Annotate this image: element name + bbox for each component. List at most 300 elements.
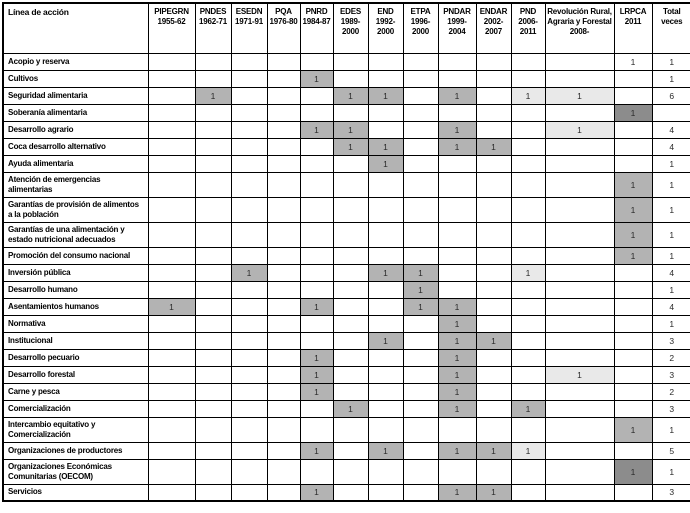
cell-endar <box>476 222 511 247</box>
column-name: PQA <box>275 7 292 16</box>
cell-pndes <box>195 121 231 138</box>
row-label: Ayuda alimentaria <box>3 155 148 172</box>
cell-rev <box>545 400 614 417</box>
cell-etpa: 1 <box>403 281 438 298</box>
cell-edes <box>333 349 368 366</box>
cell-edes <box>333 104 368 121</box>
cell-pndes <box>195 383 231 400</box>
row-label: Asentamientos humanos <box>3 298 148 315</box>
cell-pqa <box>267 298 300 315</box>
cell-edes <box>333 70 368 87</box>
row-label: Acopio y reserva <box>3 53 148 70</box>
cell-end <box>368 349 403 366</box>
table-row <box>3 87 690 104</box>
row-label: Carne y pesca <box>3 383 148 400</box>
cell-pndar: 1 <box>438 315 476 332</box>
cell-lrpca <box>614 315 652 332</box>
cell-pqa <box>267 400 300 417</box>
cell-edes <box>333 332 368 349</box>
cell-pndar <box>438 104 476 121</box>
cell-lrpca <box>614 366 652 383</box>
cell-lrpca <box>614 264 652 281</box>
cell-endar <box>476 53 511 70</box>
cell-endar <box>476 197 511 222</box>
cell-pnrd <box>300 53 333 70</box>
cell-pnd: 1 <box>511 87 545 104</box>
cell-pqa <box>267 197 300 222</box>
row-label: Garantías de provisión de alimentos a la población <box>3 197 148 222</box>
cell-pndar: 1 <box>438 332 476 349</box>
cell-pndes <box>195 400 231 417</box>
cell-endar: 1 <box>476 138 511 155</box>
cell-lrpca: 1 <box>614 197 652 222</box>
total-cell: 1 <box>652 247 690 264</box>
row-label: Organizaciones de productores <box>3 442 148 459</box>
row-label: Institucional <box>3 332 148 349</box>
table-body <box>3 53 690 501</box>
cell-esedn <box>231 298 267 315</box>
total-cell: 1 <box>652 315 690 332</box>
cell-rev <box>545 417 614 442</box>
cell-edes <box>333 281 368 298</box>
cell-end <box>368 484 403 501</box>
cell-pndes <box>195 298 231 315</box>
cell-pndar <box>438 53 476 70</box>
column-name: ETPA <box>410 7 431 16</box>
cell-etpa <box>403 315 438 332</box>
cell-pndar: 1 <box>438 484 476 501</box>
cell-end <box>368 400 403 417</box>
table-row <box>3 197 690 222</box>
cell-pqa <box>267 104 300 121</box>
column-years: 2008- <box>569 27 590 36</box>
cell-end: 1 <box>368 138 403 155</box>
cell-pnrd <box>300 197 333 222</box>
cell-pnd <box>511 172 545 197</box>
cell-rev <box>545 298 614 315</box>
cell-pipegrn <box>148 383 195 400</box>
cell-pnd <box>511 459 545 484</box>
cell-edes <box>333 315 368 332</box>
cell-pqa <box>267 53 300 70</box>
cell-etpa <box>403 349 438 366</box>
cell-endar: 1 <box>476 332 511 349</box>
cell-esedn <box>231 400 267 417</box>
cell-pqa <box>267 222 300 247</box>
column-header-edes <box>333 3 368 53</box>
total-cell: 2 <box>652 349 690 366</box>
table-row <box>3 417 690 442</box>
cell-rev <box>545 138 614 155</box>
cell-end <box>368 417 403 442</box>
column-name: ENDAR <box>479 7 508 16</box>
cell-endar <box>476 298 511 315</box>
column-years: 1955-62 <box>157 17 186 26</box>
cell-pnd <box>511 417 545 442</box>
cell-pqa <box>267 417 300 442</box>
column-header-etpa <box>403 3 438 53</box>
cell-pnd: 1 <box>511 264 545 281</box>
column-header-lrpca <box>614 3 652 53</box>
cell-pipegrn: 1 <box>148 298 195 315</box>
cell-edes <box>333 417 368 442</box>
cell-endar <box>476 417 511 442</box>
row-label: Servicios <box>3 484 148 501</box>
total-cell: 2 <box>652 383 690 400</box>
cell-etpa <box>403 442 438 459</box>
cell-pnd <box>511 138 545 155</box>
cell-endar <box>476 315 511 332</box>
cell-pipegrn <box>148 366 195 383</box>
column-header-endar <box>476 3 511 53</box>
cell-esedn <box>231 281 267 298</box>
cell-rev <box>545 53 614 70</box>
column-name: EDES <box>340 7 361 16</box>
cell-pipegrn <box>148 459 195 484</box>
cell-pnd: 1 <box>511 400 545 417</box>
cell-pndar <box>438 247 476 264</box>
cell-rev <box>545 264 614 281</box>
row-label: Desarrollo agrario <box>3 121 148 138</box>
row-label: Inversión pública <box>3 264 148 281</box>
cell-endar <box>476 281 511 298</box>
total-cell: 4 <box>652 264 690 281</box>
cell-esedn <box>231 155 267 172</box>
cell-pqa <box>267 172 300 197</box>
cell-pnrd <box>300 172 333 197</box>
cell-end: 1 <box>368 87 403 104</box>
cell-pqa <box>267 332 300 349</box>
cell-pndes <box>195 332 231 349</box>
cell-pipegrn <box>148 417 195 442</box>
cell-esedn <box>231 315 267 332</box>
cell-esedn: 1 <box>231 264 267 281</box>
cell-lrpca <box>614 281 652 298</box>
cell-endar <box>476 383 511 400</box>
cell-esedn <box>231 197 267 222</box>
cell-pnd <box>511 197 545 222</box>
cell-lrpca <box>614 383 652 400</box>
cell-edes <box>333 484 368 501</box>
cell-pndar <box>438 459 476 484</box>
cell-pndar: 1 <box>438 400 476 417</box>
total-cell: 1 <box>652 417 690 442</box>
row-label: Desarrollo pecuario <box>3 349 148 366</box>
cell-lrpca <box>614 138 652 155</box>
cell-lrpca <box>614 155 652 172</box>
cell-end <box>368 172 403 197</box>
total-cell <box>652 104 690 121</box>
cell-lrpca <box>614 70 652 87</box>
cell-lrpca <box>614 484 652 501</box>
cell-rev <box>545 442 614 459</box>
cell-endar <box>476 459 511 484</box>
cell-pqa <box>267 155 300 172</box>
cell-pnrd: 1 <box>300 383 333 400</box>
cell-pndar <box>438 281 476 298</box>
cell-end <box>368 53 403 70</box>
cell-pndar: 1 <box>438 349 476 366</box>
cell-pndes <box>195 70 231 87</box>
cell-pqa <box>267 349 300 366</box>
cell-pqa <box>267 247 300 264</box>
cell-etpa <box>403 197 438 222</box>
cell-pndes <box>195 349 231 366</box>
cell-end <box>368 383 403 400</box>
cell-pipegrn <box>148 121 195 138</box>
column-name: Revolución Rural, Agraria y Forestal <box>547 7 612 26</box>
cell-pqa <box>267 264 300 281</box>
table-row <box>3 315 690 332</box>
cell-pqa <box>267 442 300 459</box>
cell-pndar: 1 <box>438 87 476 104</box>
cell-edes: 1 <box>333 400 368 417</box>
cell-pqa <box>267 281 300 298</box>
cell-pnd <box>511 332 545 349</box>
row-label: Cultivos <box>3 70 148 87</box>
table-row <box>3 264 690 281</box>
cell-end <box>368 222 403 247</box>
cell-pipegrn <box>148 484 195 501</box>
cell-etpa <box>403 366 438 383</box>
row-label: Atención de emergencias alimentarias <box>3 172 148 197</box>
table-row <box>3 155 690 172</box>
column-header-pqa <box>267 3 300 53</box>
cell-esedn <box>231 104 267 121</box>
cell-pnrd: 1 <box>300 349 333 366</box>
table-row <box>3 281 690 298</box>
total-cell: 1 <box>652 197 690 222</box>
table-row <box>3 53 690 70</box>
cell-end: 1 <box>368 155 403 172</box>
total-cell: 1 <box>652 222 690 247</box>
cell-pnd <box>511 281 545 298</box>
column-years: 1999-2004 <box>447 17 467 36</box>
total-cell: 3 <box>652 400 690 417</box>
cell-etpa <box>403 417 438 442</box>
cell-pnrd <box>300 459 333 484</box>
cell-endar <box>476 155 511 172</box>
cell-rev <box>545 222 614 247</box>
column-years: 1962-71 <box>199 17 227 26</box>
cell-pqa <box>267 459 300 484</box>
cell-etpa <box>403 172 438 197</box>
column-name: ESEDN <box>235 7 263 16</box>
table-row <box>3 121 690 138</box>
cell-pnrd: 1 <box>300 442 333 459</box>
cell-etpa <box>403 121 438 138</box>
cell-pnd <box>511 222 545 247</box>
cell-lrpca: 1 <box>614 459 652 484</box>
cell-etpa <box>403 155 438 172</box>
column-years: 1971-91 <box>235 17 263 26</box>
cell-pqa <box>267 138 300 155</box>
corner-header-linea-de-accion: Línea de acción <box>3 3 148 53</box>
cell-edes <box>333 222 368 247</box>
cell-pqa <box>267 70 300 87</box>
table-row <box>3 222 690 247</box>
cell-pnrd <box>300 417 333 442</box>
cell-pnrd <box>300 400 333 417</box>
cell-endar <box>476 366 511 383</box>
cell-rev <box>545 247 614 264</box>
table-row <box>3 298 690 315</box>
column-header-pndes <box>195 3 231 53</box>
cell-pipegrn <box>148 264 195 281</box>
cell-pndar: 1 <box>438 383 476 400</box>
column-years: 1996-2000 <box>410 17 431 36</box>
cell-pndes <box>195 484 231 501</box>
table-row <box>3 138 690 155</box>
row-label: Desarrollo forestal <box>3 366 148 383</box>
cell-pnrd <box>300 315 333 332</box>
column-header-total <box>652 3 690 53</box>
cell-rev <box>545 155 614 172</box>
cell-end <box>368 104 403 121</box>
cell-esedn <box>231 172 267 197</box>
cell-pndes <box>195 442 231 459</box>
cell-esedn <box>231 366 267 383</box>
cell-pnd: 1 <box>511 442 545 459</box>
cell-pqa <box>267 484 300 501</box>
cell-lrpca <box>614 332 652 349</box>
cell-edes <box>333 383 368 400</box>
column-header-end <box>368 3 403 53</box>
cell-rev: 1 <box>545 366 614 383</box>
cell-endar <box>476 87 511 104</box>
cell-pipegrn <box>148 222 195 247</box>
table-row <box>3 332 690 349</box>
cell-end <box>368 121 403 138</box>
cell-lrpca: 1 <box>614 417 652 442</box>
column-years: 2011 <box>624 17 642 26</box>
cell-pqa <box>267 366 300 383</box>
cell-etpa <box>403 222 438 247</box>
cell-end: 1 <box>368 264 403 281</box>
cell-pnd <box>511 121 545 138</box>
column-name: PIPEGRN <box>154 7 189 16</box>
cell-pnrd: 1 <box>300 70 333 87</box>
total-cell: 4 <box>652 121 690 138</box>
cell-pndes <box>195 172 231 197</box>
column-name: PNDAR <box>443 7 471 16</box>
cell-rev <box>545 459 614 484</box>
cell-etpa <box>403 484 438 501</box>
row-label: Coca desarrollo alternativo <box>3 138 148 155</box>
cell-pndes <box>195 222 231 247</box>
cell-endar: 1 <box>476 484 511 501</box>
column-years: 2002-2007 <box>483 17 504 36</box>
cell-etpa <box>403 332 438 349</box>
total-cell: 4 <box>652 298 690 315</box>
cell-rev <box>545 172 614 197</box>
column-years: 1992-2000 <box>375 17 396 36</box>
cell-pnd <box>511 484 545 501</box>
cell-etpa <box>403 70 438 87</box>
cell-rev <box>545 104 614 121</box>
column-name: END <box>377 7 394 16</box>
cell-pnrd <box>300 222 333 247</box>
column-years: 1989-2000 <box>340 17 361 36</box>
cell-esedn <box>231 459 267 484</box>
row-label: Soberanía alimentaria <box>3 104 148 121</box>
header-row <box>3 3 690 53</box>
total-header-sublabel: veces <box>661 17 683 26</box>
cell-end: 1 <box>368 442 403 459</box>
column-header-pnd <box>511 3 545 53</box>
cell-pipegrn <box>148 87 195 104</box>
cell-esedn <box>231 484 267 501</box>
cell-pipegrn <box>148 104 195 121</box>
cell-etpa <box>403 383 438 400</box>
cell-pnd <box>511 53 545 70</box>
total-cell: 5 <box>652 442 690 459</box>
total-cell: 1 <box>652 281 690 298</box>
cell-endar <box>476 121 511 138</box>
cell-edes <box>333 155 368 172</box>
cell-pndar <box>438 417 476 442</box>
cell-endar <box>476 400 511 417</box>
cell-pndar <box>438 70 476 87</box>
cell-pnd <box>511 70 545 87</box>
total-cell: 1 <box>652 172 690 197</box>
cell-rev: 1 <box>545 121 614 138</box>
cell-end <box>368 281 403 298</box>
cell-pipegrn <box>148 332 195 349</box>
total-cell: 6 <box>652 87 690 104</box>
cell-pnd <box>511 383 545 400</box>
cell-pnd <box>511 155 545 172</box>
cell-pipegrn <box>148 349 195 366</box>
cell-pnd <box>511 104 545 121</box>
cell-endar <box>476 70 511 87</box>
cell-etpa: 1 <box>403 264 438 281</box>
column-header-pnrd <box>300 3 333 53</box>
cell-esedn <box>231 349 267 366</box>
total-cell: 3 <box>652 366 690 383</box>
cell-lrpca <box>614 400 652 417</box>
column-years: 1984-87 <box>302 17 331 26</box>
cell-lrpca: 1 <box>614 172 652 197</box>
cell-lrpca <box>614 298 652 315</box>
total-cell: 1 <box>652 70 690 87</box>
cell-pipegrn <box>148 172 195 197</box>
cell-pnrd <box>300 104 333 121</box>
total-header-label: Total <box>662 7 681 16</box>
cell-endar <box>476 172 511 197</box>
cell-pnd <box>511 247 545 264</box>
cell-pndar: 1 <box>438 298 476 315</box>
cell-pndes <box>195 138 231 155</box>
table-row <box>3 400 690 417</box>
cell-end <box>368 298 403 315</box>
cell-pipegrn <box>148 315 195 332</box>
cell-etpa <box>403 247 438 264</box>
table-row <box>3 349 690 366</box>
cell-pqa <box>267 87 300 104</box>
cell-pndes <box>195 197 231 222</box>
cell-etpa: 1 <box>403 298 438 315</box>
cell-pndes: 1 <box>195 87 231 104</box>
cell-edes <box>333 366 368 383</box>
cell-end <box>368 366 403 383</box>
cell-edes <box>333 172 368 197</box>
cell-esedn <box>231 222 267 247</box>
cell-pqa <box>267 121 300 138</box>
cell-endar <box>476 349 511 366</box>
cell-pndar <box>438 197 476 222</box>
row-label: Garantías de una alimentación y estado nutricional adecuados <box>3 222 148 247</box>
